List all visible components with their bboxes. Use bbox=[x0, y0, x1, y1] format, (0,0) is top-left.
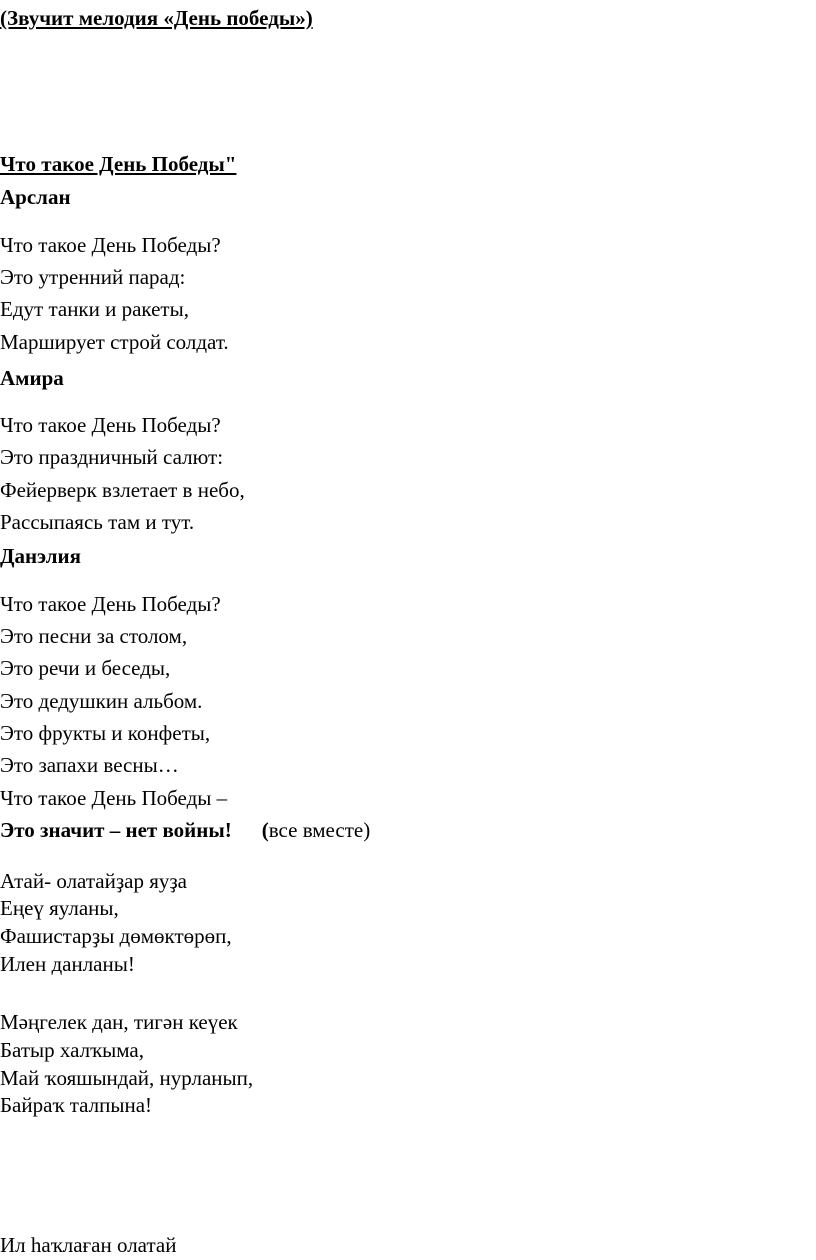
verse-line: Это фрукты и конфеты, bbox=[0, 721, 211, 745]
verse-line: Что такое День Победы? bbox=[0, 413, 221, 437]
bashkir-line: Ил һаҡлаған олатай bbox=[0, 1233, 177, 1257]
verse-line: Это запахи весны… bbox=[0, 753, 179, 777]
bashkir-line: Май ҡояшындай, нурланып, bbox=[0, 1066, 254, 1090]
verse-line: Марширует строй солдат. bbox=[0, 330, 229, 354]
verse-line: Едут танки и ракеты, bbox=[0, 297, 189, 321]
speaker-danelia: Данэлия bbox=[0, 544, 81, 568]
verse-line: Фейерверк взлетает в небо, bbox=[0, 478, 245, 502]
verse-line: Это праздничный салют: bbox=[0, 445, 224, 469]
poem-title: Что такое День Победы" bbox=[0, 152, 237, 176]
verse-line: Это речи и беседы, bbox=[0, 656, 171, 680]
verse-line: Что такое День Победы – bbox=[0, 786, 228, 810]
speaker-arslan: Арслан bbox=[0, 185, 71, 209]
verse-line: Что такое День Победы? bbox=[0, 233, 221, 257]
verse-line: Это дедушкин альбом. bbox=[0, 689, 203, 713]
bashkir-line: Фашистарҙы дөмөктөрөп, bbox=[0, 924, 232, 948]
bashkir-line: Илен данланы! bbox=[0, 952, 135, 976]
finale-note: все вместе) bbox=[268, 818, 371, 842]
bashkir-line: Еңеү яуланы, bbox=[0, 896, 119, 920]
verse-line: Это утренний парад: bbox=[0, 265, 186, 289]
verse-line: Рассыпаясь там и тут. bbox=[0, 510, 195, 534]
finale-line bbox=[0, 818, 370, 842]
speaker-amira: Амира bbox=[0, 366, 64, 390]
finale-bold-text: Это значит – нет войны! bbox=[0, 818, 232, 842]
bashkir-line: Атай- олатайҙар яуҙа bbox=[0, 869, 187, 893]
verse-line: Что такое День Победы? bbox=[0, 592, 221, 616]
bashkir-line: Батыр халҡыма, bbox=[0, 1038, 144, 1062]
bashkir-line: Мәңгелек дан, тигән кеүек bbox=[0, 1010, 238, 1034]
finale-paren: ( bbox=[261, 818, 269, 842]
verse-line: Это песни за столом, bbox=[0, 624, 188, 648]
intro-stage-direction: (Звучит мелодия «День победы») bbox=[0, 6, 313, 30]
bashkir-line: Байраҡ талпына! bbox=[0, 1093, 153, 1117]
